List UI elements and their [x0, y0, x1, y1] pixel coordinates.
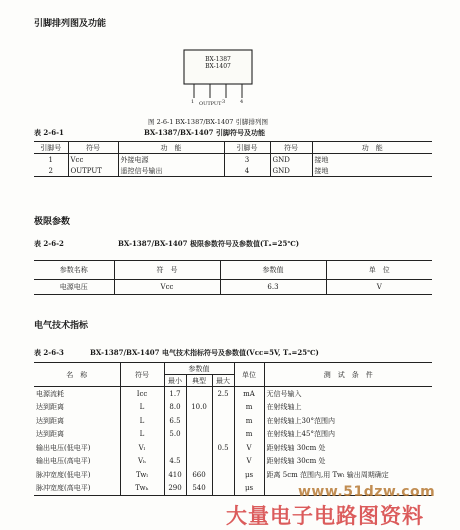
cell: 距射线轴 30cm 处: [264, 455, 432, 469]
table-row: [34, 165, 432, 177]
cell: μs: [234, 468, 264, 482]
cell: Twₕ: [120, 482, 164, 496]
table-header-row: [34, 363, 432, 375]
col-header-unit: 单 位: [326, 261, 432, 280]
watermark-text: 大量电子电路图资料: [226, 504, 424, 528]
cell: OUTPUT: [68, 165, 118, 177]
pin-label-3: 3: [222, 99, 226, 105]
section-heading-pinout: 引脚排列图及功能: [34, 19, 107, 29]
cell: [186, 455, 212, 469]
cell: 6.3: [220, 280, 326, 295]
table-row: [34, 401, 432, 415]
cell: 660: [186, 468, 212, 482]
col-header-function-2: 功 能: [312, 142, 432, 154]
cell: 电源流耗: [36, 389, 64, 398]
watermark-url: www.51dzw.com: [298, 484, 436, 500]
table2-title: BX-1387/BX-1407 极限参数符号及参数值(Tₐ=25℃): [118, 239, 300, 248]
chip-label: [196, 56, 240, 70]
table-header-row: [34, 261, 432, 280]
cell: Vₕ: [120, 455, 164, 469]
cell: 在射线轴上30°范围内: [264, 414, 432, 428]
cell: 无信号输入: [264, 387, 432, 401]
limit-parameter-table: [34, 260, 432, 295]
cell: 4: [224, 165, 270, 177]
electrical-spec-table: [34, 362, 432, 496]
table1-title: BX-1387/BX-1407 引脚符号及功能: [144, 128, 265, 137]
cell: [186, 387, 212, 401]
col-header-param-name: 参数名称: [34, 261, 114, 280]
cell: 达到距离: [36, 403, 64, 412]
section-heading-limits: 极限参数: [34, 217, 71, 227]
cell: 8.0: [164, 401, 186, 415]
cell: 接地: [312, 165, 432, 177]
cell: m: [234, 428, 264, 442]
table-header-row: [34, 142, 432, 154]
cell: 6.5: [164, 414, 186, 428]
col-header-pin: 引脚号: [34, 142, 68, 154]
cell: 距离 5cm 范围内,用 Twₗ 输出周期确定: [264, 468, 432, 482]
pinout-diagram: [170, 38, 270, 110]
cell: [186, 428, 212, 442]
table-row: [34, 154, 432, 166]
col-header-condition: 测 试 条 件: [264, 363, 432, 387]
table3-title: BX-1387/BX-1407 电气技术指标符号及参数值(Vcc=5V, Tₐ=25℃): [90, 348, 319, 357]
cell: 2: [48, 166, 53, 175]
table-row: [34, 468, 432, 482]
cell: [212, 414, 234, 428]
cell: [212, 482, 234, 496]
col-header-symbol: 符 号: [114, 261, 220, 280]
cell: mA: [234, 387, 264, 401]
cell: V: [326, 280, 432, 295]
pin-function-table: [34, 141, 432, 177]
cell: 4.5: [164, 455, 186, 469]
table-row: [34, 280, 432, 295]
cell: [186, 414, 212, 428]
cell: 540: [186, 482, 212, 496]
cell: 1.7: [164, 387, 186, 401]
cell: 在射线轴上: [264, 401, 432, 415]
cell: [212, 455, 234, 469]
cell: 电源电压: [59, 283, 88, 291]
cell: Icc: [120, 387, 164, 401]
cell: 5.0: [164, 428, 186, 442]
cell: 接地: [312, 154, 432, 166]
cell: m: [234, 401, 264, 415]
cell: GND: [270, 154, 312, 166]
cell: L: [120, 428, 164, 442]
table1-number: 表 2-6-1: [34, 128, 64, 137]
cell: 外接电源: [118, 154, 224, 166]
cell: [186, 441, 212, 455]
table-row: [34, 387, 432, 401]
pin-label-1: 1: [191, 99, 195, 105]
cell: [164, 441, 186, 455]
cell: 遥控信号输出: [118, 165, 224, 177]
cell: Vₗ: [120, 441, 164, 455]
cell: m: [234, 414, 264, 428]
cell: 1: [48, 155, 53, 164]
col-header-params: 参数值: [164, 363, 234, 375]
table2-number: 表 2-6-2: [34, 239, 64, 248]
table3-number: 表 2-6-3: [34, 348, 64, 357]
cell: 达到距离: [36, 430, 64, 439]
cell: [212, 428, 234, 442]
pin-label-output: OUTPUT: [199, 101, 222, 107]
cell: 脉冲宽度(低电平): [36, 470, 91, 479]
pin-label-4: 4: [240, 99, 244, 105]
col-header-typ: 典型: [186, 375, 212, 387]
table-row: [34, 414, 432, 428]
col-header-symbol-2: 符号: [270, 142, 312, 154]
figure-caption: 图 2-6-1 BX-1387/BX-1407 引脚排列图: [148, 118, 269, 126]
cell: 输出电压(低电平): [36, 443, 91, 452]
cell: μs: [234, 482, 264, 496]
col-header-min: 最小: [164, 375, 186, 387]
col-header-name: 名 称: [34, 363, 120, 387]
col-header-symbol: 符号: [68, 142, 118, 154]
table-row: [34, 455, 432, 469]
cell: Vcc: [68, 154, 118, 166]
cell: 达到距离: [36, 416, 64, 425]
cell: 输出电压(高电平): [36, 457, 91, 466]
col-header-value: 参数值: [220, 261, 326, 280]
cell: 距射线轴 30cm 处: [264, 441, 432, 455]
col-header-function: 功 能: [118, 142, 224, 154]
table-row: [34, 428, 432, 442]
cell: V: [234, 455, 264, 469]
col-header-symbol: 符号: [120, 363, 164, 387]
col-header-max: 最大: [212, 375, 234, 387]
col-header-unit: 单位: [234, 363, 264, 387]
cell: GND: [270, 165, 312, 177]
cell: 290: [164, 482, 186, 496]
cell: L: [120, 414, 164, 428]
cell: 410: [164, 468, 186, 482]
cell: 2.5: [212, 387, 234, 401]
cell: 10.0: [186, 401, 212, 415]
cell: 3: [224, 154, 270, 166]
chip-label-line2: BX-1407: [205, 63, 231, 70]
cell: V: [234, 441, 264, 455]
chip-label-line1: BX-1387: [205, 56, 231, 63]
cell: Twₗ: [120, 468, 164, 482]
cell: 脉冲宽度(高电平): [36, 484, 91, 493]
cell: 0.5: [212, 441, 234, 455]
cell: [212, 468, 234, 482]
section-heading-electrical: 电气技术指标: [34, 321, 89, 331]
table-row: [34, 441, 432, 455]
col-header-pin-2: 引脚号: [224, 142, 270, 154]
cell: Vcc: [114, 280, 220, 295]
cell: 在射线轴上45°范围内: [264, 428, 432, 442]
cell: L: [120, 401, 164, 415]
cell: [212, 401, 234, 415]
